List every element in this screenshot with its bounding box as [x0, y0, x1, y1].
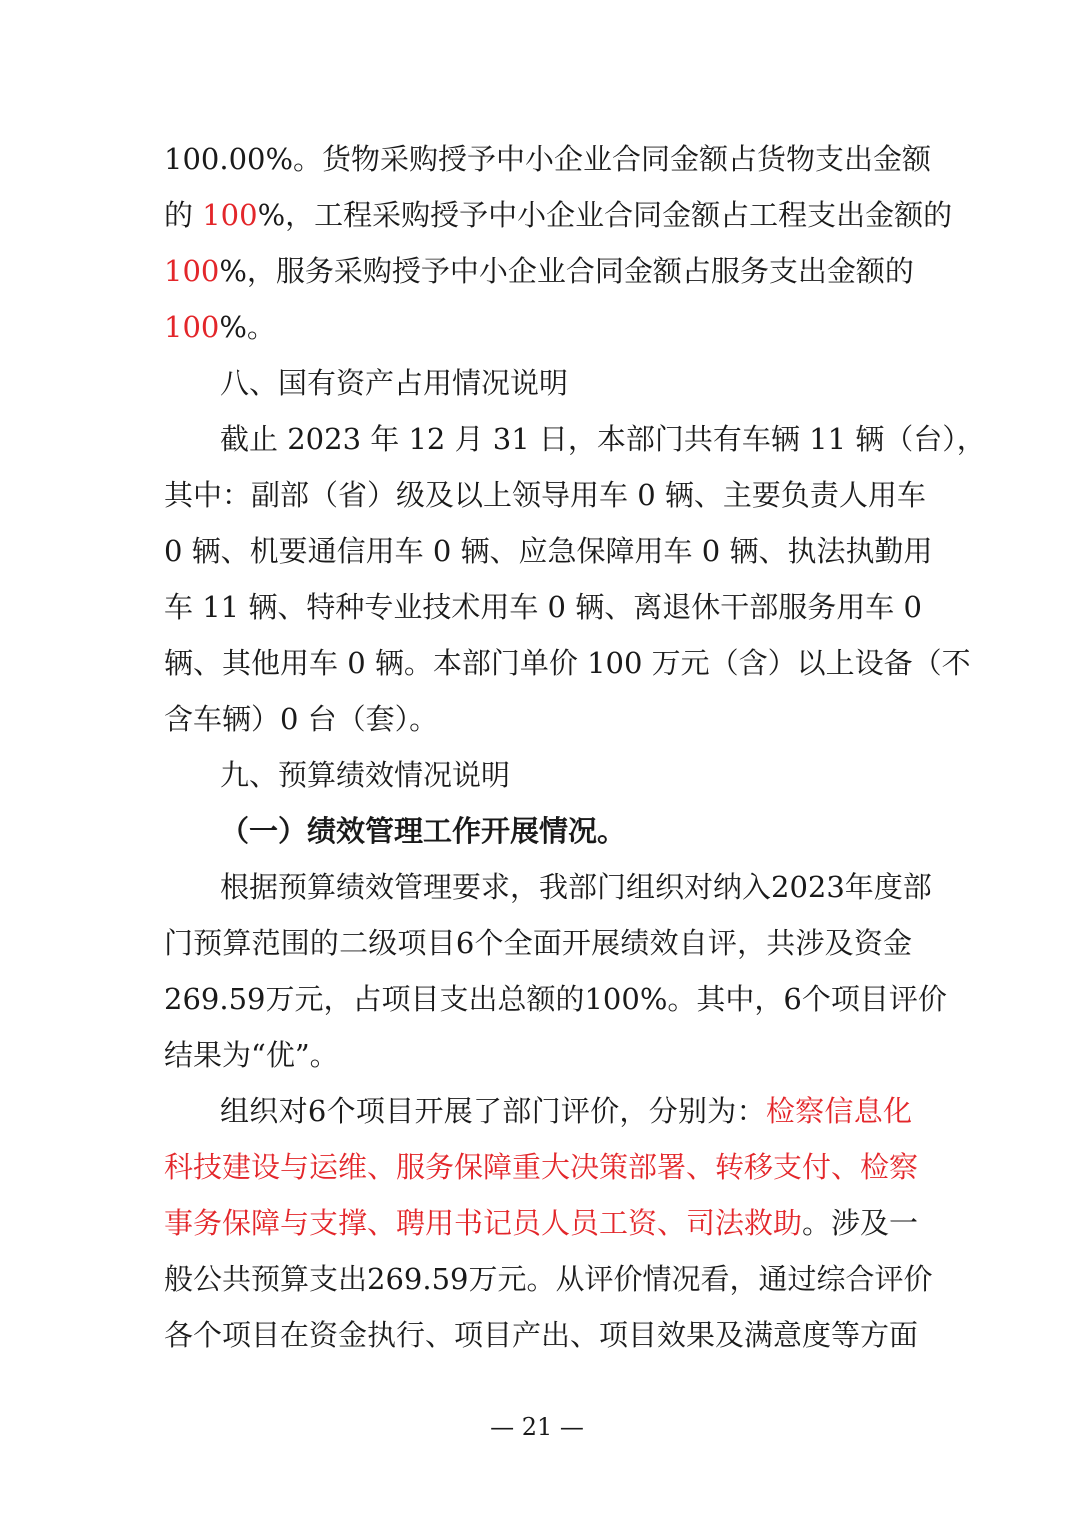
section-heading: 八、国有资产占用情况说明 [220, 366, 569, 400]
text-line [164, 136, 932, 182]
sub-heading: （一）绩效管理工作开展情况。 [220, 814, 627, 848]
text-span: 组织对6个项目开展了部门评价，分别为： [220, 1094, 766, 1128]
text-line [164, 192, 953, 238]
text-span: %。 [219, 310, 276, 344]
text-line: 各个项目在资金执行、项目产出、项目效果及满意度等方面 [164, 1318, 919, 1352]
text-line: 门预算范围的二级项目6个全面开展绩效自评，共涉及资金 [164, 926, 912, 960]
text-line [164, 248, 912, 294]
text-line: 车 11 辆、特种专业技术用车 0 辆、离退休干部服务用车 0 [164, 590, 922, 624]
text-span: 。涉及一 [802, 1206, 919, 1240]
text-line: 269.59万元，占项目支出总额的100%。其中，6个项目评价 [164, 982, 947, 1016]
highlight-text: 100 [164, 310, 220, 344]
highlight-line: 科技建设与运维、服务保障重大决策部署、转移支付、检察 [164, 1150, 919, 1184]
text-line: 含车辆）0 台（套）。 [164, 702, 439, 736]
text-line [164, 304, 276, 350]
text-line [220, 1088, 912, 1134]
text-span: 100.00%。货物采购授予中小企业合同金额占货物支出金额 [164, 142, 932, 176]
text-line: 辆、其他用车 0 辆。本部门单价 100 万元（含）以上设备（不 [164, 646, 971, 680]
text-line: 结果为“优”。 [164, 1038, 339, 1072]
highlight-text: 事务保障与支撑、聘用书记员人员工资、司法救助 [164, 1206, 803, 1240]
text-line [164, 1200, 919, 1246]
highlight-text: 检察信息化 [765, 1094, 912, 1128]
text-span: %，工程采购授予中小企业合同金额占工程支出金额的 [257, 198, 953, 232]
text-line: 般公共预算支出269.59万元。从评价情况看，通过综合评价 [164, 1262, 933, 1296]
text-line: 根据预算绩效管理要求，我部门组织对纳入2023年度部 [220, 870, 932, 904]
text-line: 截止 2023 年 12 月 31 日，本部门共有车辆 11 辆（台）， [220, 422, 986, 456]
highlight-text: 100 [164, 254, 220, 288]
highlight-text: 100 [202, 198, 258, 232]
text-line: 其中：副部（省）级及以上领导用车 0 辆、主要负责人用车 [164, 478, 926, 512]
text-span: %，服务采购授予中小企业合同金额占服务支出金额的 [219, 254, 914, 288]
text-span: 的 [164, 198, 203, 232]
section-heading: 九、预算绩效情况说明 [220, 758, 511, 792]
page-number: — 21 — [490, 1413, 584, 1441]
text-line: 0 辆、机要通信用车 0 辆、应急保障用车 0 辆、执法执勤用 [164, 534, 933, 568]
